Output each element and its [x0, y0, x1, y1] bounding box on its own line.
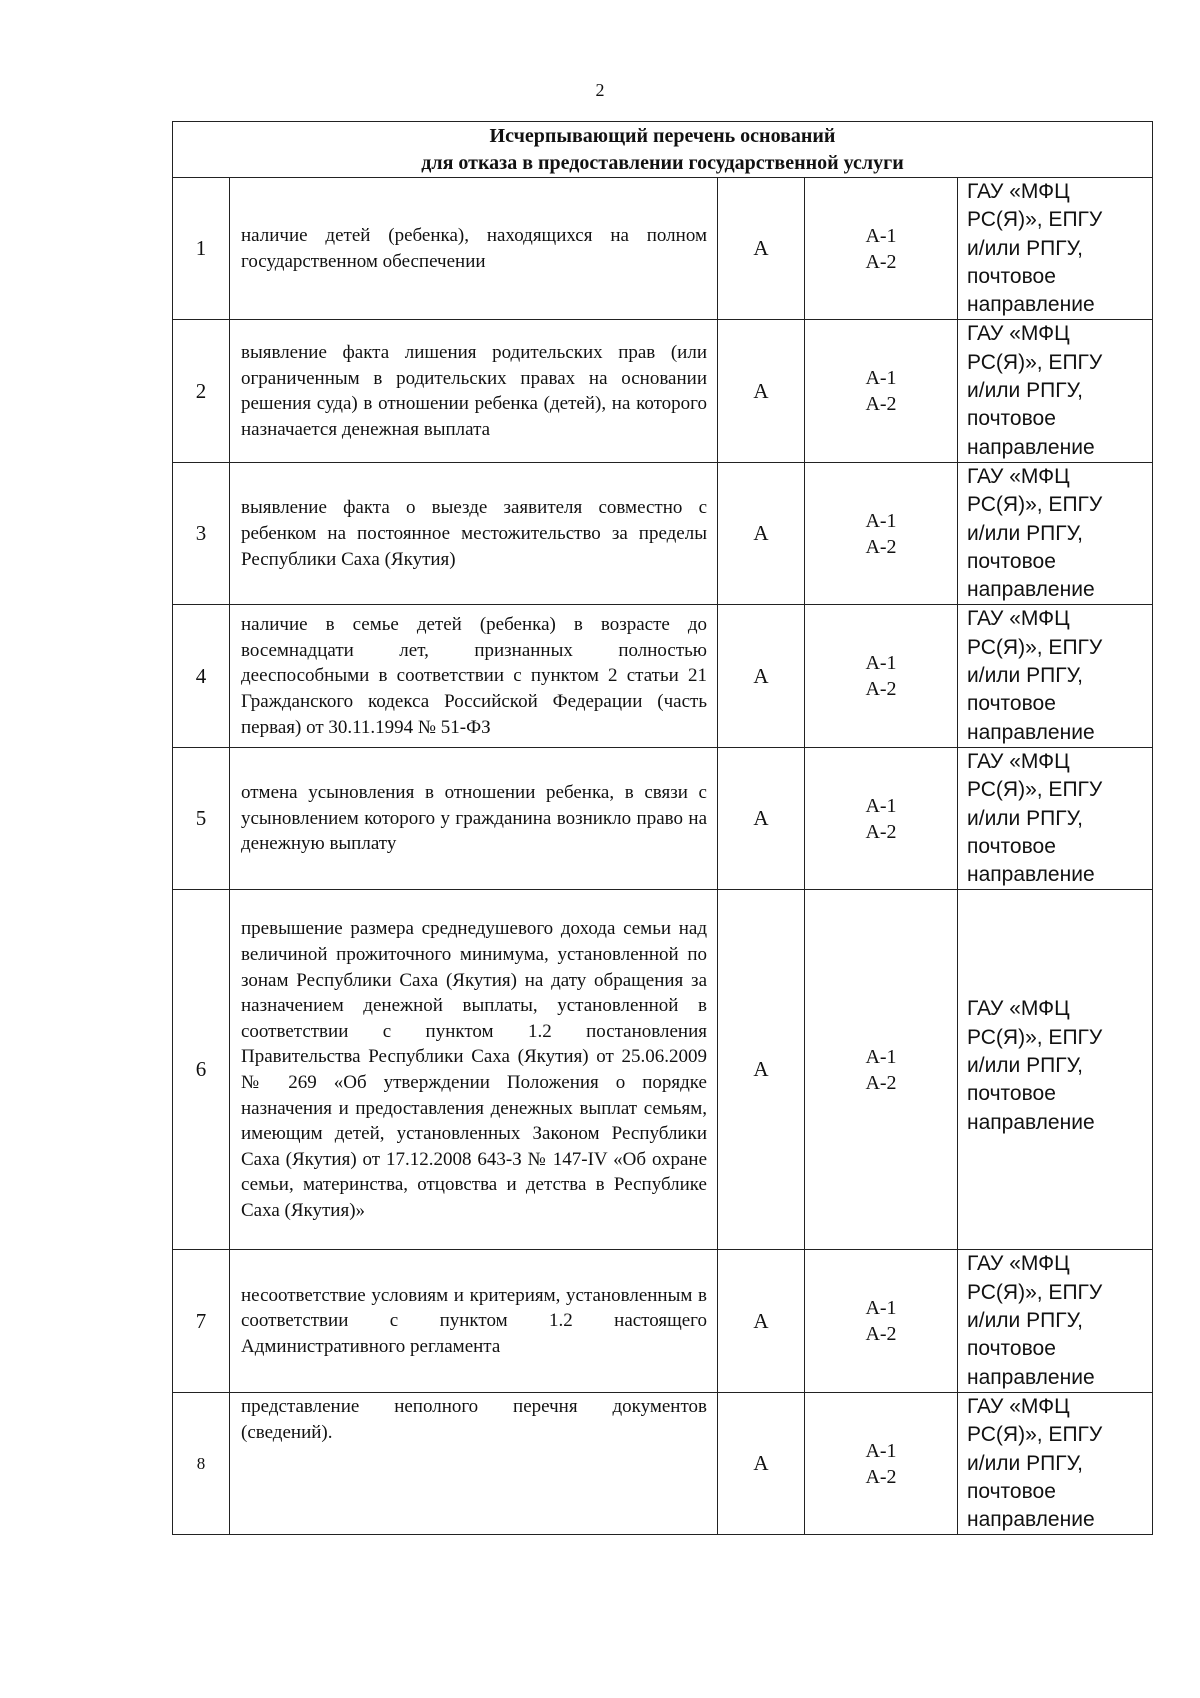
- criteria-code: А-2: [865, 250, 897, 273]
- criteria-code: А-2: [865, 535, 897, 558]
- row-document-code: А: [718, 1392, 805, 1534]
- row-ground-text: превышение размера среднедушевого дохода семьи над величиной прожиточного минимума, установленной по зонам Республики Саха (Якутия) на дату обращения за назначением денежной выплаты, установленной в соответствии с пунктом 1.2 постановления Правительства Республики Саха (Якутия) от 25.06.2009 № 269 «Об утверждении Положения о порядке назначения и предоставления денежных выплат семьям, имеющим детей, установленных Законом Республики Саха (Якутия) от 17.12.2008 643-З № 147-IV «Об охране семьи, материнства, отцовства и детства в Республике Саха (Якутия)»: [230, 890, 718, 1250]
- channel-line: РС(Я)», ЕПГУ: [967, 635, 1103, 659]
- table-row: [173, 178, 1153, 320]
- criteria-code: А-1: [865, 224, 897, 247]
- table-row: [173, 1392, 1153, 1534]
- row-criteria-codes: [805, 890, 958, 1250]
- table-header-line-1: Исчерпывающий перечень оснований: [489, 124, 836, 147]
- channel-line: направление: [967, 435, 1095, 459]
- channel-line: и/или РПГУ,: [967, 521, 1083, 545]
- row-number: 7: [173, 1250, 230, 1392]
- refusal-grounds-table: [172, 121, 1153, 1535]
- row-channel: [958, 462, 1153, 604]
- channel-line: и/или РПГУ,: [967, 664, 1083, 688]
- row-ground-text: выявление факта лишения родительских прав (или ограниченным в родительских правах на основании решения суда) в отношении ребенка (детей), на которого назначается денежная выплата: [230, 320, 718, 462]
- channel-line: РС(Я)», ЕПГУ: [967, 1025, 1103, 1049]
- row-criteria-codes: [805, 747, 958, 889]
- channel-line: направление: [967, 578, 1095, 602]
- row-ground-text: наличие детей (ребенка), находящихся на полном государственном обеспечении: [230, 178, 718, 320]
- channel-line: ГАУ «МФЦ: [967, 997, 1070, 1021]
- channel-line: направление: [967, 863, 1095, 887]
- criteria-code: А-1: [865, 652, 897, 675]
- channel-line: и/или РПГУ,: [967, 806, 1083, 830]
- channel-line: направление: [967, 1110, 1095, 1134]
- row-document-code: А: [718, 605, 805, 747]
- channel-line: почтовое: [967, 407, 1056, 431]
- criteria-code: А-2: [865, 678, 897, 701]
- table-row: [173, 462, 1153, 604]
- table-row: [173, 890, 1153, 1250]
- criteria-code: А-2: [865, 1323, 897, 1346]
- row-ground-text: отмена усыновления в отношении ребенка, в связи с усыновлением которого у гражданина возникло право на денежную выплату: [230, 747, 718, 889]
- table-row: [173, 1250, 1153, 1392]
- channel-line: РС(Я)», ЕПГУ: [967, 493, 1103, 517]
- channel-line: ГАУ «МФЦ: [967, 607, 1070, 631]
- table-header: [173, 122, 1153, 178]
- row-document-code: А: [718, 462, 805, 604]
- criteria-code: А-1: [865, 794, 897, 817]
- criteria-code: А-1: [865, 1045, 897, 1068]
- channel-line: РС(Я)», ЕПГУ: [967, 208, 1103, 232]
- channel-line: почтовое: [967, 1082, 1056, 1106]
- row-document-code: А: [718, 178, 805, 320]
- channel-line: ГАУ «МФЦ: [967, 464, 1070, 488]
- row-number: 6: [173, 890, 230, 1250]
- channel-line: ГАУ «МФЦ: [967, 1252, 1070, 1276]
- criteria-code: А-1: [865, 367, 897, 390]
- row-channel: [958, 1250, 1153, 1392]
- channel-line: РС(Я)», ЕПГУ: [967, 1280, 1103, 1304]
- channel-line: и/или РПГУ,: [967, 1309, 1083, 1333]
- table-header-row: [173, 122, 1153, 178]
- row-criteria-codes: [805, 605, 958, 747]
- row-criteria-codes: [805, 1392, 958, 1534]
- row-document-code: А: [718, 890, 805, 1250]
- criteria-code: А-2: [865, 393, 897, 416]
- channel-line: почтовое: [967, 692, 1056, 716]
- row-criteria-codes: [805, 178, 958, 320]
- row-channel: [958, 890, 1153, 1250]
- channel-line: ГАУ «МФЦ: [967, 322, 1070, 346]
- channel-line: и/или РПГУ,: [967, 236, 1083, 260]
- row-document-code: А: [718, 747, 805, 889]
- table-row: [173, 747, 1153, 889]
- criteria-code: А-1: [865, 509, 897, 532]
- channel-line: ГАУ «МФЦ: [967, 180, 1070, 203]
- row-ground-text: выявление факта о выезде заявителя совместно с ребенком на постоянное местожительство за пределы Республики Саха (Якутия): [230, 462, 718, 604]
- channel-line: РС(Я)», ЕПГУ: [967, 350, 1103, 374]
- channel-line: РС(Я)», ЕПГУ: [967, 778, 1103, 802]
- row-document-code: А: [718, 320, 805, 462]
- row-number: 4: [173, 605, 230, 747]
- channel-line: направление: [967, 1365, 1095, 1389]
- channel-line: направление: [967, 720, 1095, 744]
- criteria-code: А-2: [865, 1465, 897, 1488]
- row-channel: [958, 320, 1153, 462]
- row-number: 3: [173, 462, 230, 604]
- channel-line: почтовое: [967, 834, 1056, 858]
- channel-line: ГАУ «МФЦ: [967, 749, 1070, 773]
- table-row: [173, 320, 1153, 462]
- criteria-code: А-1: [865, 1297, 897, 1320]
- channel-line: и/или РПГУ,: [967, 1451, 1083, 1475]
- row-number: 1: [173, 178, 230, 320]
- table-row: [173, 605, 1153, 747]
- row-channel: [958, 1392, 1153, 1534]
- row-number: 2: [173, 320, 230, 462]
- row-channel: [958, 605, 1153, 747]
- criteria-code: А-2: [865, 1071, 897, 1094]
- channel-line: направление: [967, 1508, 1095, 1532]
- row-criteria-codes: [805, 1250, 958, 1392]
- row-ground-text: представление неполного перечня документов (сведений).: [230, 1392, 718, 1534]
- channel-line: почтовое: [967, 264, 1056, 288]
- channel-line: и/или РПГУ,: [967, 379, 1083, 403]
- row-number: 5: [173, 747, 230, 889]
- channel-line: направление: [967, 293, 1095, 317]
- channel-line: и/или РПГУ,: [967, 1054, 1083, 1078]
- channel-line: почтовое: [967, 549, 1056, 573]
- row-number: 8: [173, 1392, 230, 1534]
- channel-line: РС(Я)», ЕПГУ: [967, 1423, 1103, 1447]
- page-number: 2: [595, 80, 605, 100]
- row-criteria-codes: [805, 320, 958, 462]
- row-ground-text: несоответствие условиям и критериям, установленным в соответствии с пунктом 1.2 настоящего Административного регламента: [230, 1250, 718, 1392]
- row-criteria-codes: [805, 462, 958, 604]
- channel-line: почтовое: [967, 1479, 1056, 1503]
- channel-line: ГАУ «МФЦ: [967, 1394, 1070, 1418]
- criteria-code: А-2: [865, 820, 897, 843]
- row-channel: [958, 747, 1153, 889]
- table-header-line-2: для отказа в предоставлении государственной услуги: [421, 151, 904, 174]
- row-channel: [958, 178, 1153, 320]
- row-ground-text: наличие в семье детей (ребенка) в возрасте до восемнадцати лет, признанных полностью дееспособными в соответствии с пунктом 2 статьи 21 Гражданского кодекса Российской Федерации (часть первая) от 30.11.1994 № 51-ФЗ: [230, 605, 718, 747]
- row-document-code: А: [718, 1250, 805, 1392]
- channel-line: почтовое: [967, 1337, 1056, 1361]
- criteria-code: А-1: [865, 1439, 897, 1462]
